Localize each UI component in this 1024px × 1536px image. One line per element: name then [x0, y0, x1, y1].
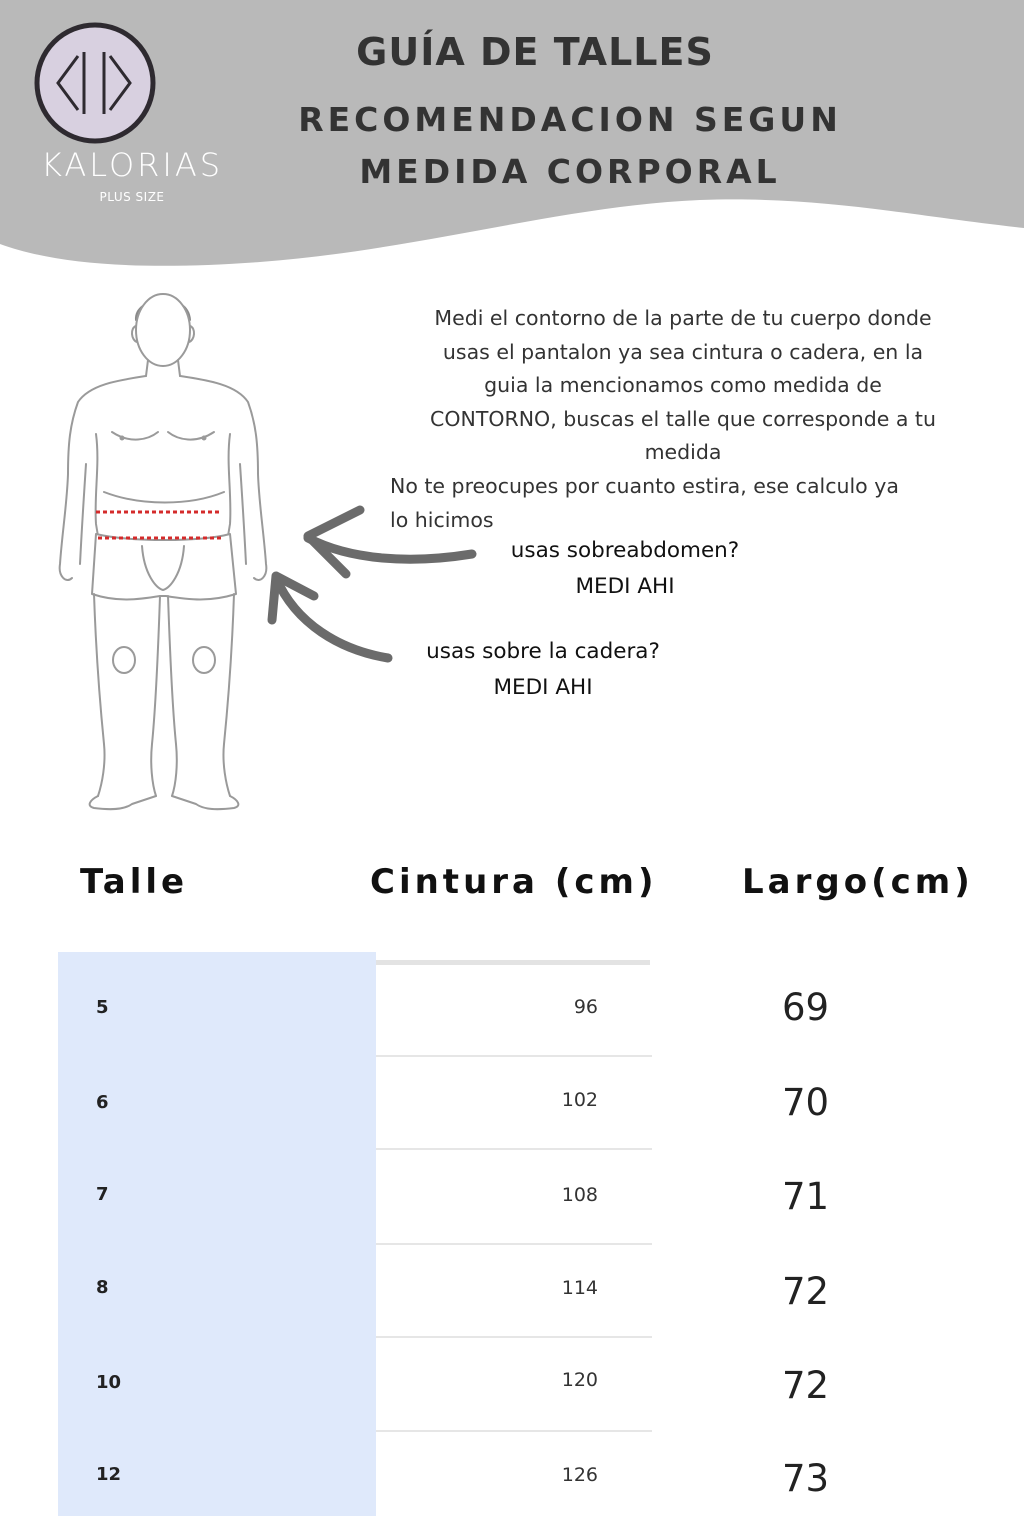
abdomen-question: usas sobreabdomen?	[510, 538, 740, 563]
abdomen-action: MEDI AHI	[575, 574, 675, 599]
hip-action: MEDI AHI	[493, 675, 593, 700]
instruction-line: guia la mencionamos como medida de	[484, 373, 882, 398]
column-header-largo: Largo(cm)	[742, 862, 974, 902]
column-header-talle: Talle	[80, 862, 189, 902]
cell-talle: 6	[96, 1092, 109, 1113]
cell-cintura: 114	[561, 1277, 598, 1299]
cell-cintura: 96	[573, 996, 598, 1018]
instruction-line: lo hicimos	[390, 507, 494, 532]
cell-largo: 72	[782, 1364, 830, 1407]
instructions-paragraph-1	[390, 302, 976, 470]
hip-callout	[394, 634, 692, 706]
logo-wordmark: KALORIAS	[40, 146, 224, 184]
cell-cintura: 126	[561, 1464, 598, 1486]
row-divider	[376, 1336, 652, 1338]
cell-talle: 7	[96, 1184, 109, 1205]
abdomen-callout	[480, 533, 770, 605]
cell-cintura: 108	[561, 1184, 598, 1206]
cell-talle: 8	[96, 1277, 109, 1298]
talle-column-highlight	[58, 952, 376, 1516]
hip-arrow	[276, 578, 388, 658]
row-divider	[376, 1430, 652, 1432]
logo-tagline: PLUS SIZE	[99, 190, 165, 204]
row-divider	[376, 1055, 652, 1057]
subtitle-line-2: MEDIDA CORPORAL	[359, 152, 781, 191]
instruction-line: usas el pantalon ya sea cintura o cadera, en la	[442, 339, 924, 364]
row-divider	[376, 1148, 652, 1150]
column-header-cintura: Cintura (cm)	[370, 862, 658, 902]
cell-largo: 71	[782, 1175, 830, 1218]
cell-largo: 72	[782, 1270, 830, 1313]
instruction-line: medida	[644, 440, 722, 465]
table-top-border	[376, 960, 650, 965]
measurement-instructions	[390, 302, 976, 537]
cell-talle: 12	[96, 1464, 122, 1485]
row-divider	[376, 1243, 652, 1245]
cell-talle: 10	[96, 1372, 122, 1393]
cell-largo: 70	[782, 1081, 830, 1124]
instruction-line: No te preocupes por cuanto estira, ese calculo ya	[390, 473, 899, 498]
page-title: GUÍA DE TALLES	[356, 30, 714, 74]
subtitle-line-1: RECOMENDACION SEGUN	[298, 100, 842, 139]
instructions-paragraph-2	[390, 470, 976, 537]
cell-cintura: 102	[561, 1089, 598, 1111]
cell-cintura: 120	[561, 1369, 598, 1391]
cell-talle: 5	[96, 997, 109, 1018]
instruction-line: CONTORNO, buscas el talle que corresponde a tu	[430, 406, 936, 431]
instruction-line: Medi el contorno de la parte de tu cuerpo donde	[434, 306, 932, 330]
cell-largo: 69	[782, 986, 830, 1029]
logo-icon	[34, 22, 156, 144]
cell-largo: 73	[782, 1457, 830, 1500]
page-subtitle	[260, 94, 880, 198]
hip-question: usas sobre la cadera?	[426, 639, 660, 664]
